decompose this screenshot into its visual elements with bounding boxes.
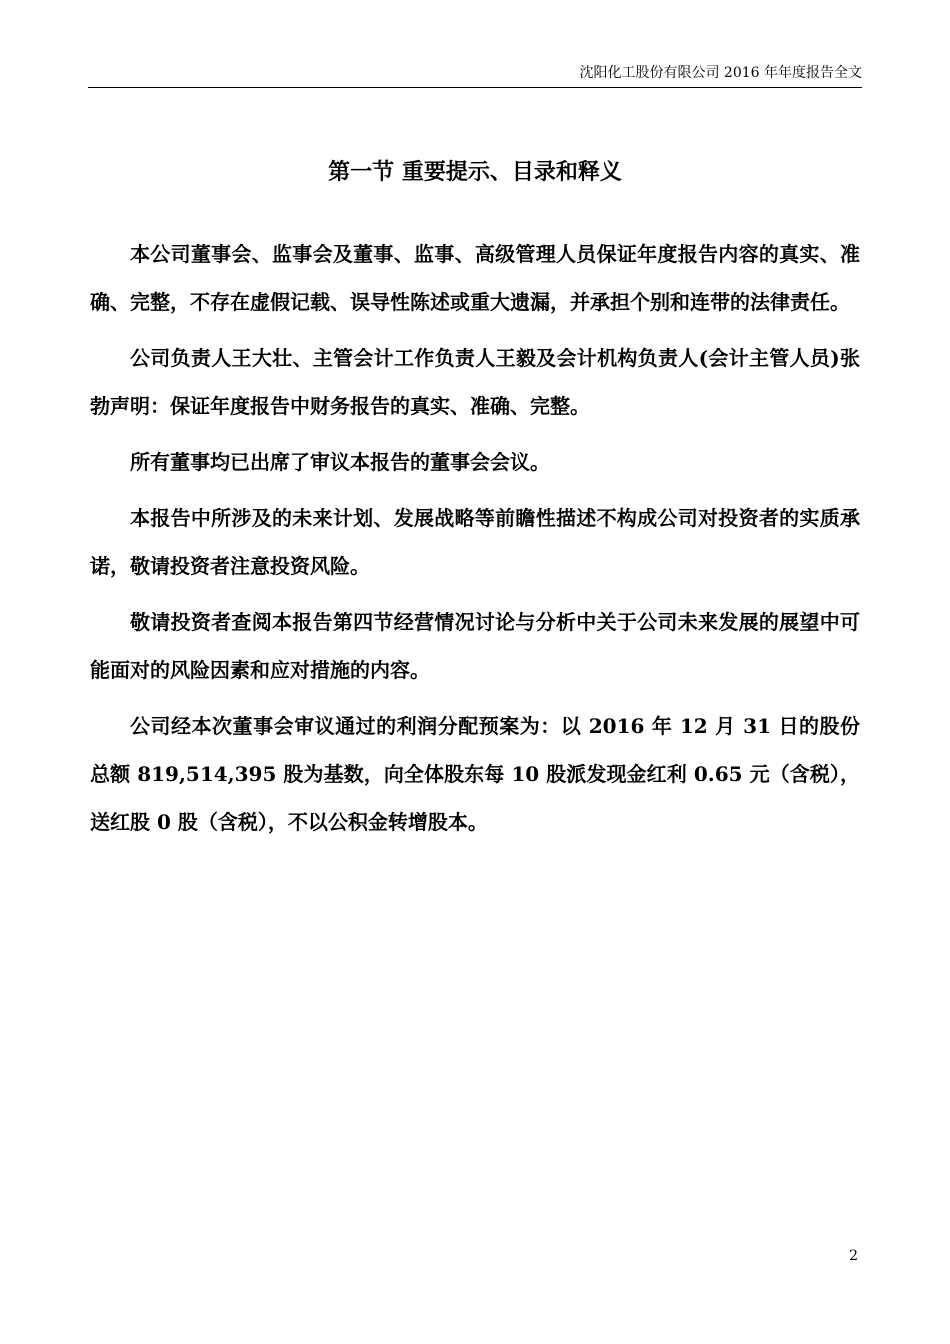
body-text <box>90 230 860 854</box>
paragraph-financial-declaration: 公司负责人王大壮、主管会计工作负责人王毅及会计机构负责人(会计主管人员)张勃声明：保证年度报告中财务报告的真实、准确、完整。 <box>90 346 860 418</box>
paragraph-profit-distribution: 公司经本次董事会审议通过的利润分配预案为：以 2016 年 12 月 31 日的股份总额 819,514,395 股为基数，向全体股东每 10 股派发现金红利 0.65 元（含税），送红股 0 股（含税），不以公积金转增股本。 <box>90 714 860 834</box>
header-divider <box>88 87 862 88</box>
paragraph-forward-looking: 本报告中所涉及的未来计划、发展战略等前瞻性描述不构成公司对投资者的实质承诺，敬请投资者注意投资风险。 <box>90 506 860 578</box>
running-header: 沈阳化工股份有限公司 2016 年年度报告全文 <box>579 65 862 81</box>
page-number: 2 <box>849 1248 858 1264</box>
paragraph-responsibility-statement: 本公司董事会、监事会及董事、监事、高级管理人员保证年度报告内容的真实、准确、完整，不存在虚假记载、误导性陈述或重大遗漏，并承担个别和连带的法律责任。 <box>90 242 860 314</box>
section-title: 第一节 重要提示、目录和释义 <box>328 159 622 185</box>
paragraph-board-attendance: 所有董事均已出席了审议本报告的董事会会议。 <box>130 450 550 474</box>
paragraph-risk-factors: 敬请投资者查阅本报告第四节经营情况讨论与分析中关于公司未来发展的展望中可能面对的风险因素和应对措施的内容。 <box>90 610 860 682</box>
